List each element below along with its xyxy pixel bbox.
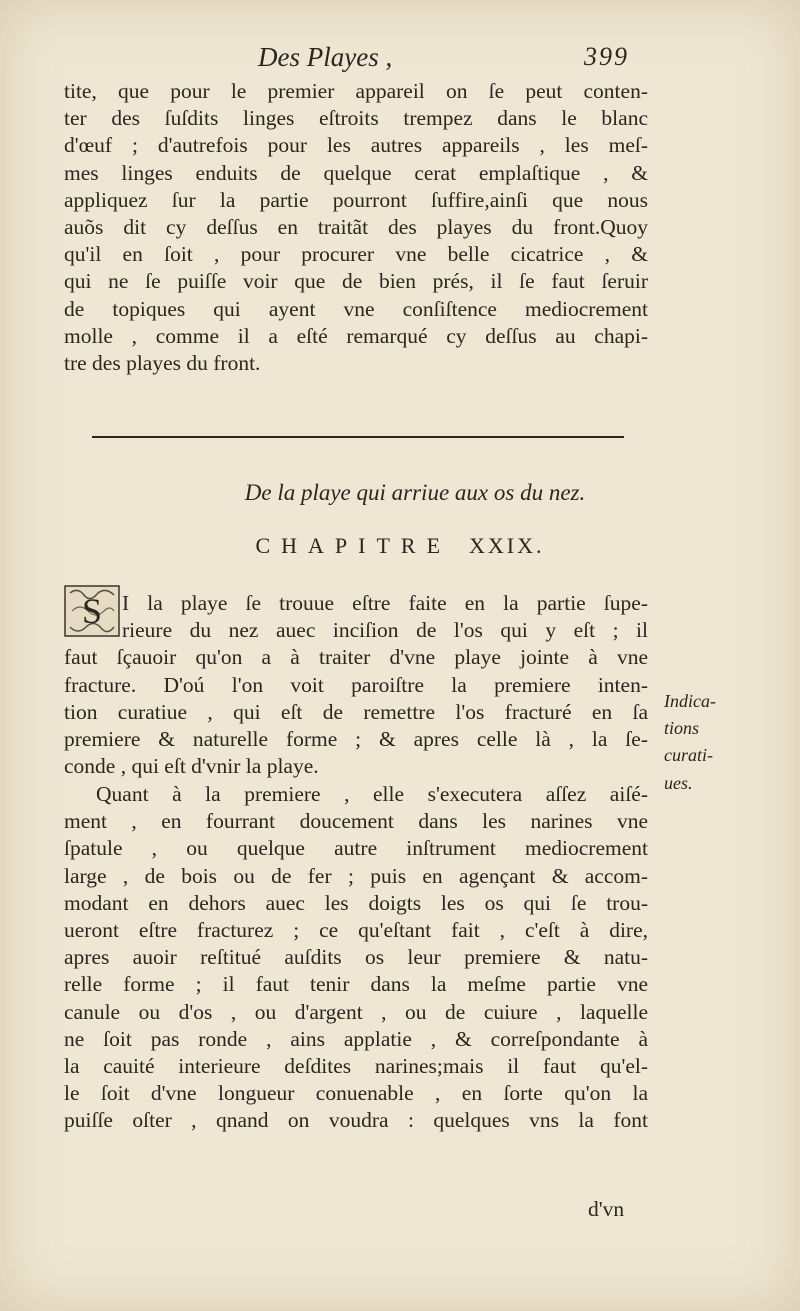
running-title: Des Playes , — [258, 42, 393, 72]
text-line: tite, que pour le premier appareil on ſe peut conten- — [64, 79, 648, 103]
text-line: molle , comme il a eſté remarqué cy deſſus au chapi- — [64, 323, 648, 348]
text-line: ter des ſuſdits linges eſtroits trempez dans le blanc — [64, 106, 648, 131]
text-line: relle forme ; il faut tenir dans la meſme partie vne — [64, 972, 648, 997]
text-line: large , de bois ou de fer ; puis en agençant & accom- — [64, 863, 648, 888]
text-line: I la playe ſe trouue eſtre faite en la partie ſupe- — [122, 591, 648, 615]
text-line: tion curatiue , qui eſt de remettre l'os fracturé en ſa — [64, 699, 648, 724]
chapter-heading — [0, 533, 800, 559]
text-line: puiſſe oſter , qnand on voudra : quelques vns la font — [64, 1108, 648, 1133]
text-line: modant en dehors auec les doigts les os qui ſe trou- — [64, 890, 648, 915]
text-line: ment , en fourrant doucement dans les narines vne — [64, 809, 648, 834]
chapter-heading-word: CHAPITRE — [255, 533, 452, 558]
marginal-note-line: tions — [664, 718, 700, 739]
text-line: rieure du nez auec inciſion de l'os qui y eſt ; il — [122, 618, 648, 643]
text-line: fracture. D'oú l'on voit paroiſtre la premiere inten- — [64, 672, 648, 697]
text-line: conde , qui eſt d'vnir la playe. — [64, 754, 319, 779]
initial-letter: S — [81, 591, 103, 631]
text-line: qui ne ſe puiſſe voir que de bien prés, il ſe faut ſeruir — [64, 269, 648, 294]
text-line: premiere & naturelle forme ; & apres celle là , la ſe- — [64, 726, 648, 751]
running-head — [0, 38, 800, 78]
text-line: appliquez ſur la partie pourront ſuffire,ainſi que nous — [64, 187, 648, 212]
text-line: ne ſoit pas ronde , ains applatie , & correſpondante à — [64, 1026, 648, 1051]
text-line: Quant à la premiere , elle s'executera aſſez aiſé- — [96, 782, 648, 806]
page-number: 399 — [584, 42, 629, 71]
catchword: d'vn — [588, 1197, 625, 1221]
chapter-title: De la playe qui arriue aux os du nez. — [244, 480, 586, 505]
marginal-note-line: curati- — [664, 745, 713, 766]
body-paragraph-2 — [64, 781, 648, 1134]
marginal-note — [664, 688, 734, 797]
text-line: tre des playes du front. — [64, 350, 261, 375]
text-line: ueront eſtre fracturez ; ce qu'eſtant fait , c'eſt à dire, — [64, 917, 648, 942]
text-line: qu'il en ſoit , pour procurer vne belle cicatrice , & — [64, 242, 648, 267]
top-paragraph — [64, 78, 648, 377]
body-paragraph-1 — [64, 590, 648, 780]
text-line: canule ou d'os , ou d'argent , ou de cuiure , laquelle — [64, 999, 648, 1024]
text-line: de topiques qui ayent vne conſiſtence mediocrement — [64, 296, 648, 321]
text-line: auõs dit cy deſſus en traitãt des playes du front.Quoy — [64, 214, 648, 239]
text-line: le ſoit d'vne longueur conuenable , en ſorte qu'on la — [64, 1081, 648, 1106]
marginal-note-line: Indica- — [664, 691, 716, 711]
marginal-note-line: ues. — [664, 772, 693, 793]
text-line: ſpatule , ou quelque autre inſtrument mediocrement — [64, 836, 648, 861]
chapter-heading-number: XXIX. — [469, 533, 545, 558]
text-line: la cauité interieure deſdites narines;mais il faut qu'el- — [64, 1053, 648, 1078]
section-rule — [92, 436, 624, 438]
text-line: faut ſçauoir qu'on a à traiter d'vne playe jointe à vne — [64, 645, 648, 670]
text-line: d'œuf ; d'autrefois pour les autres appareils , les meſ- — [64, 133, 648, 158]
text-line: mes linges enduits de quelque cerat emplaſtique , & — [64, 160, 648, 185]
text-line: apres auoir reſtitué auſdits os leur premiere & natu- — [64, 945, 648, 970]
